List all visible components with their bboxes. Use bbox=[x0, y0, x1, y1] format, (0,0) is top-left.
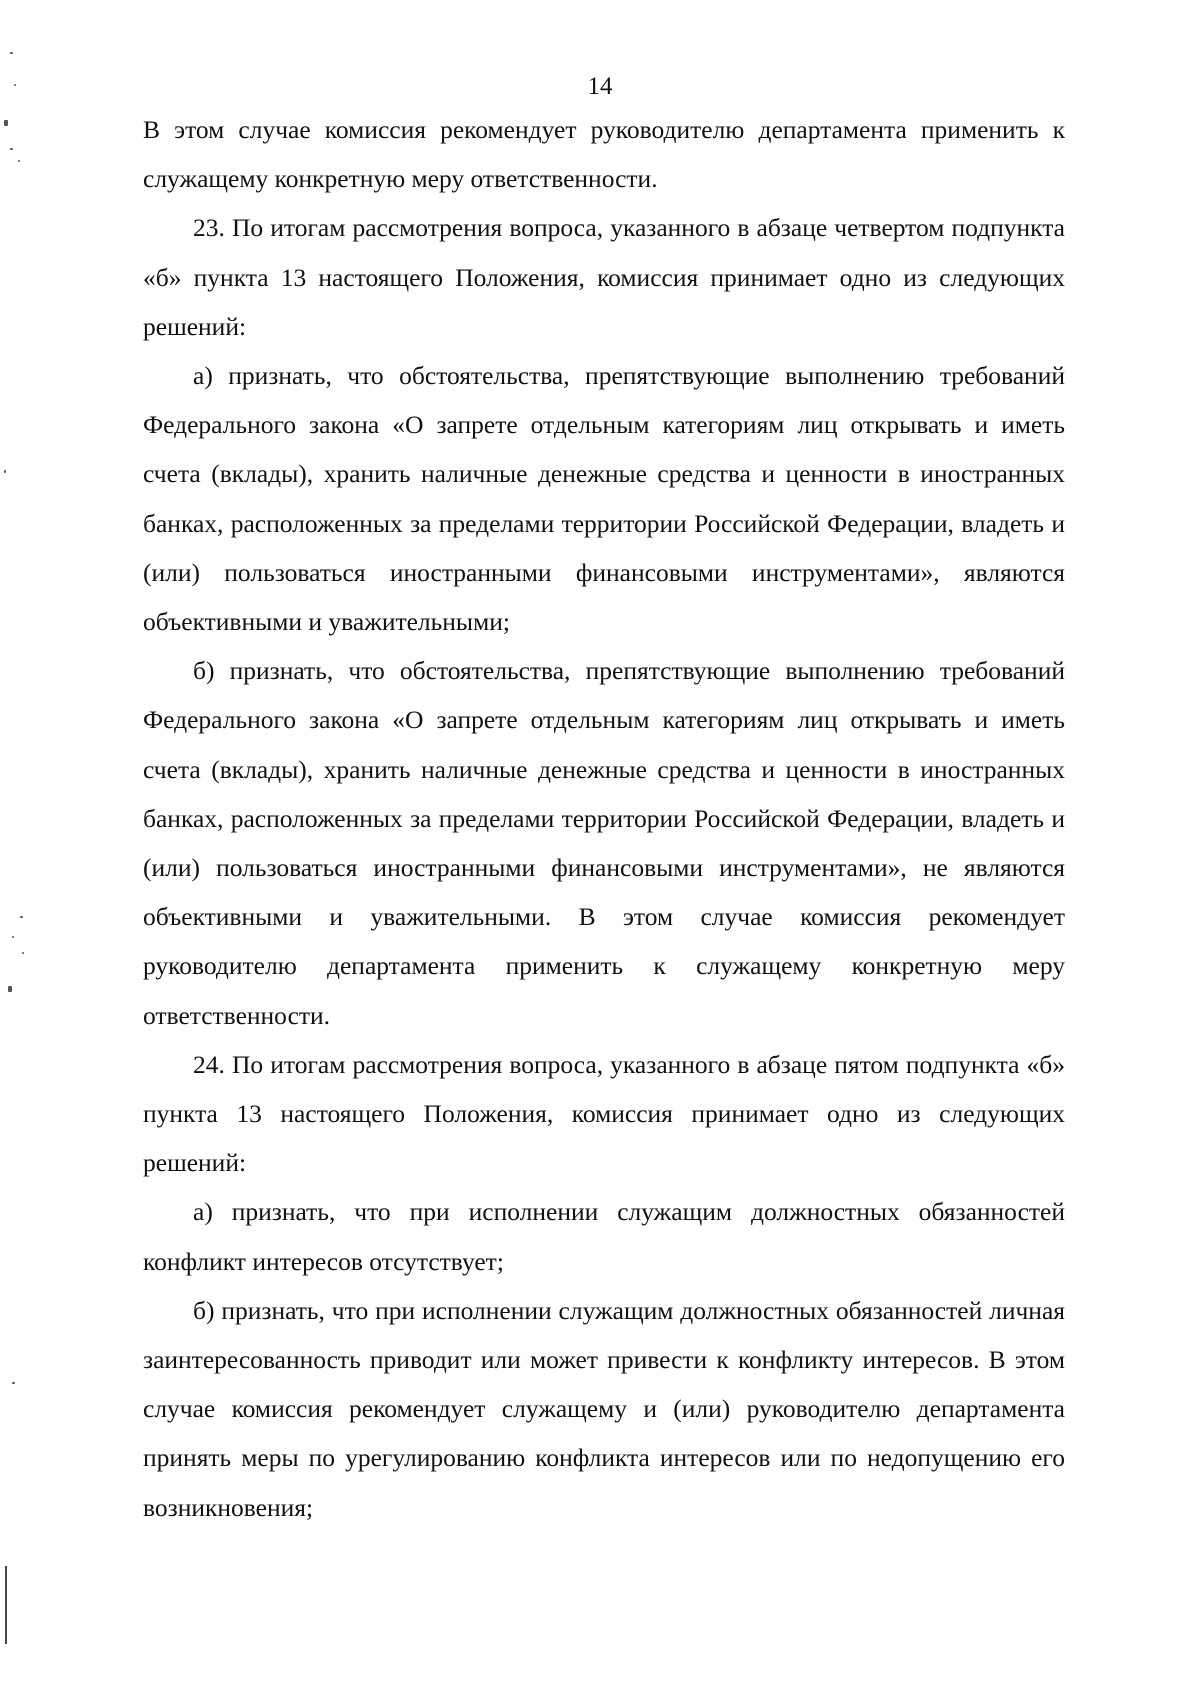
paragraph-item-23: 23. По итогам рассмотрения вопроса, указанного в абзаце четвертом подпункта «б» пункта 13 настоящего Положения, комиссия принимает одно из следующих решений: bbox=[143, 213, 1065, 341]
scan-speck bbox=[18, 160, 20, 162]
scan-speck bbox=[12, 936, 14, 938]
paragraph-item-23-b: б) признать, что обстоятельства, препятствующие выполнению требований Федерального закона «О запрете отдельным категориям лиц открывать и иметь счета (вклады), хранить наличные денежные средства и ценности в иностранных банках, расположенных за пределами территории Российской Федерации, владеть и (или) пользоваться иностранными финансовыми инструментами», не являются объективными и уважительными. В этом случае комиссия рекомендует руководителю департамента применить к служащему конкретную меру ответственности. bbox=[143, 656, 1065, 1030]
scan-speck bbox=[10, 148, 13, 150]
scan-speck bbox=[4, 470, 6, 473]
page-number: 14 bbox=[587, 73, 613, 100]
scan-edge-line bbox=[5, 1566, 7, 1644]
paragraph-item-24: 24. По итогам рассмотрения вопроса, указанного в абзаце пятом подпункта «б» пункта 13 настоящего Положения, комиссия принимает одно из следующих решений: bbox=[143, 1049, 1065, 1178]
paragraph-item-23-a: а) признать, что обстоятельства, препятствующие выполнению требований Федерального закона «О запрете отдельным категориям лиц открывать и иметь счета (вклады), хранить наличные денежные средства и ценности в иностранных банках, расположенных за пределами территории Российской Федерации, владеть и (или) пользоваться иностранными финансовыми инструментами», являются объективными и уважительными; bbox=[143, 361, 1065, 637]
scan-speck bbox=[22, 952, 24, 954]
paragraph-item-24-a: а) признать, что при исполнении служащим должностных обязанностей конфликт интересов отсутствует; bbox=[143, 1197, 1065, 1276]
scan-speck bbox=[4, 120, 8, 126]
document-body bbox=[143, 105, 1065, 1532]
scan-speck bbox=[8, 986, 12, 992]
scan-speck bbox=[20, 916, 23, 918]
scan-speck bbox=[10, 52, 13, 54]
scan-speck bbox=[12, 1382, 15, 1384]
paragraph-continuation: В этом случае комиссия рекомендует руководителю департамента применить к служащему конкретную меру ответственности. bbox=[143, 115, 1065, 194]
paragraph-item-24-b: б) признать, что при исполнении служащим должностных обязанностей личная заинтересованность приводит или может привести к конфликту интересов. В этом случае комиссия рекомендует служащему и (или) руководителю департамента принять меры по урегулированию конфликта интересов или по недопущению его возникновения; bbox=[143, 1295, 1065, 1522]
